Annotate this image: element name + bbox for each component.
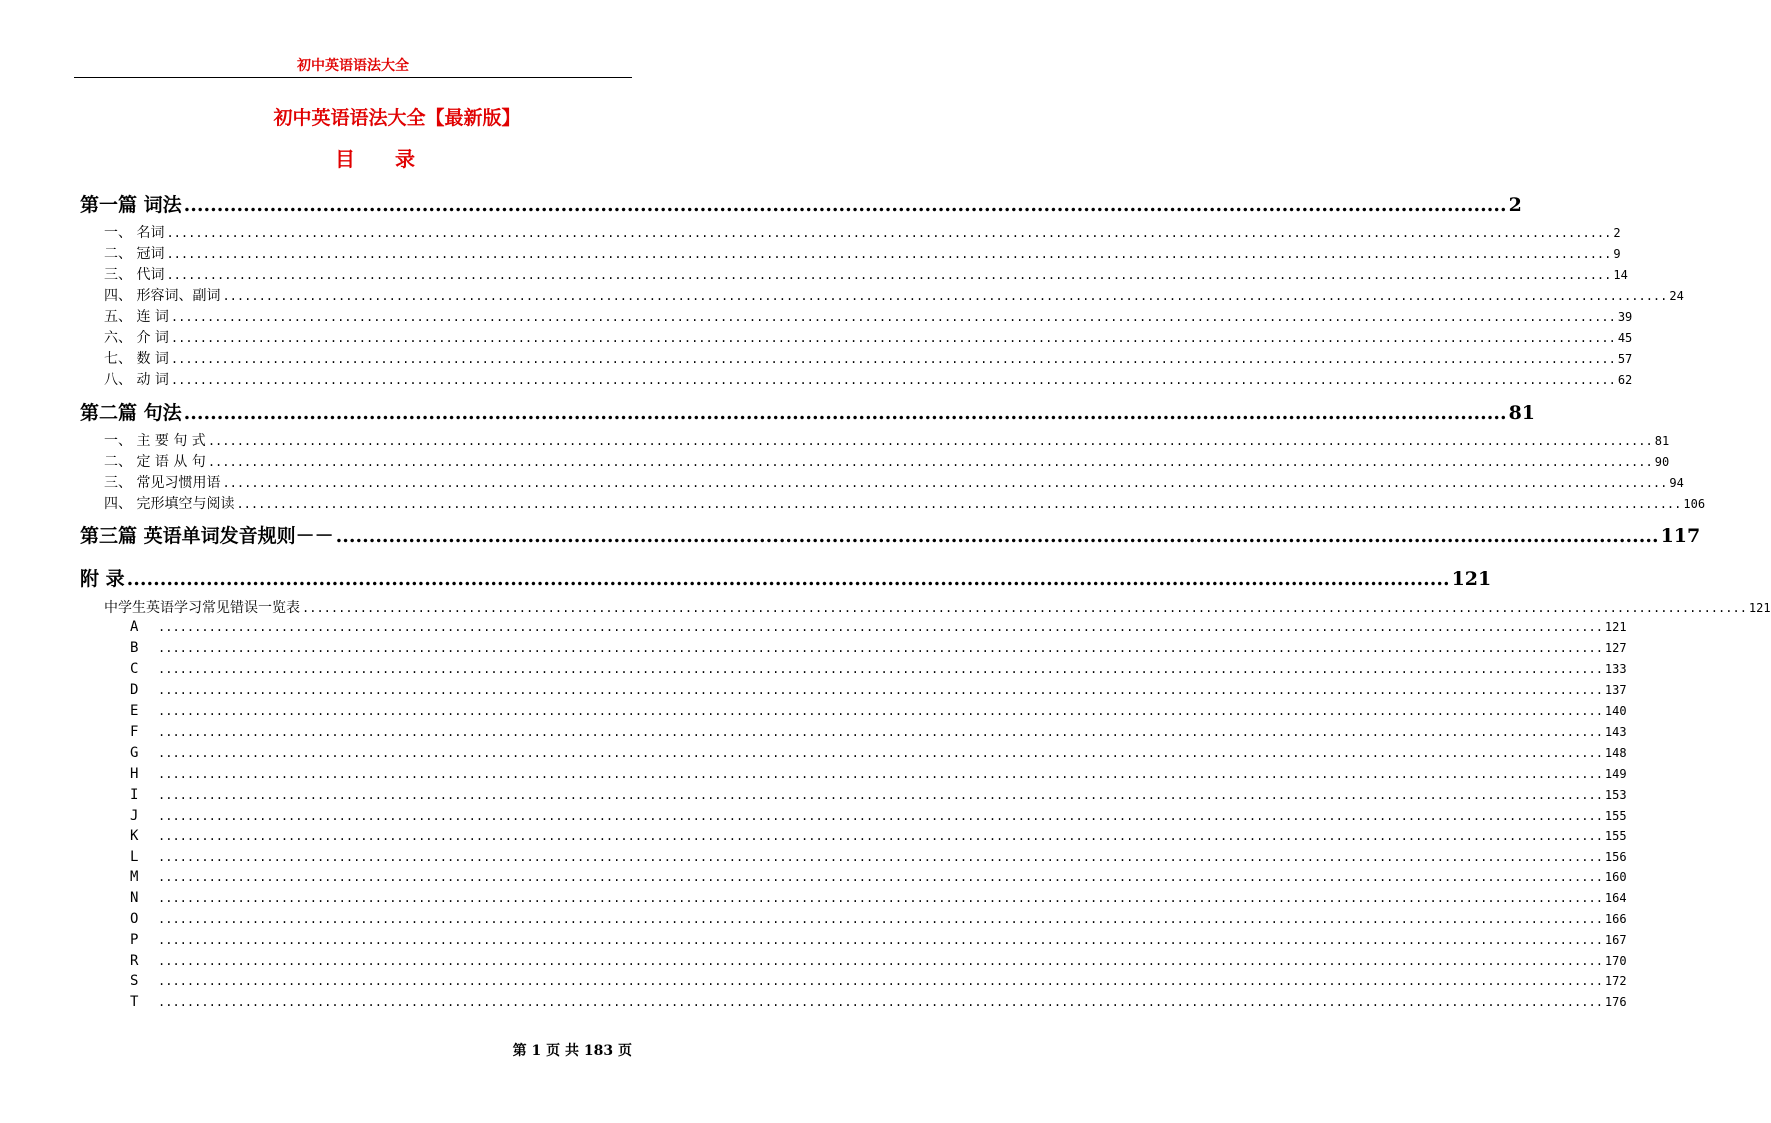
toc-entry[interactable] (130, 682, 1627, 702)
toc-entry-label: R (130, 953, 139, 969)
document-title: 初中英语语法大全【最新版】 (273, 107, 521, 129)
toc-dot-leader: ........................................................................................................................................................................................................ (207, 455, 1653, 469)
toc-entry-page-number: 14 (1613, 268, 1628, 282)
toc-entry[interactable] (80, 521, 1701, 551)
toc-dot-leader: ........................................................................................................................................................................................................ (166, 268, 1612, 282)
toc-entry-page-number: 172 (1604, 974, 1627, 988)
toc-entry-label: C (130, 661, 139, 677)
toc-entry[interactable] (104, 306, 1633, 326)
toc-entry-page-number: 133 (1604, 662, 1627, 676)
toc-dot-leader: ........................................................................................................................................................................................................ (170, 352, 1616, 366)
toc-entry-label: I (130, 787, 139, 803)
toc-entry[interactable] (130, 766, 1627, 786)
toc-dot-leader: ........................................................................................................................................................................................................ (158, 829, 1603, 843)
toc-entry[interactable] (104, 472, 1684, 492)
toc-entry-page-number: 166 (1604, 912, 1627, 926)
toc-entry[interactable] (130, 745, 1627, 765)
toc-entry[interactable] (104, 285, 1684, 305)
toc-entry[interactable] (130, 994, 1627, 1014)
toc-dot-leader: ........................................................................................................................................................................................................ (158, 620, 1603, 634)
toc-entry-page-number: 121 (1604, 620, 1627, 634)
toc-entry[interactable] (104, 493, 1706, 513)
toc-entry-label: L (130, 849, 139, 865)
toc-entry-label: 四、 形容词、副词 (104, 288, 221, 304)
toc-entry[interactable] (104, 348, 1633, 368)
toc-dot-leader: ........................................................................................................................................................................................................ (207, 434, 1653, 448)
toc-entry[interactable] (130, 849, 1627, 869)
toc-entry[interactable] (130, 828, 1627, 848)
toc-entry-page-number: 153 (1604, 788, 1627, 802)
toc-entry[interactable] (104, 264, 1628, 284)
toc-entry-page-number: 160 (1604, 870, 1627, 884)
toc-entry-page-number: 106 (1683, 497, 1706, 511)
toc-dot-leader: ........................................................................................................................................................................................................ (158, 870, 1603, 884)
toc-entry-label: 一、 主 要 句 式 (104, 433, 206, 449)
toc-entry-page-number: 117 (1660, 525, 1701, 547)
toc-entry-label: 七、 数 词 (104, 351, 169, 367)
toc-entry-page-number: 90 (1654, 455, 1670, 469)
header-divider (74, 77, 632, 78)
toc-entry-label: T (130, 994, 139, 1010)
toc-entry-page-number: 121 (1748, 601, 1771, 615)
toc-entry-label: J (130, 808, 139, 824)
toc-entry-page-number: 39 (1617, 310, 1633, 324)
toc-entry[interactable] (80, 564, 1492, 594)
toc-entry[interactable] (104, 451, 1670, 471)
toc-entry[interactable] (130, 703, 1627, 723)
toc-entry-label: 二、 定 语 从 句 (104, 454, 206, 470)
toc-entry-page-number: 155 (1604, 809, 1627, 823)
toc-entry[interactable] (130, 619, 1627, 639)
toc-dot-leader: ........................................................................................................................................................................................................ (158, 725, 1603, 739)
toc-entry[interactable] (104, 243, 1621, 263)
toc-dot-leader: ........................................................................................................................................................................................................ (170, 331, 1616, 345)
toc-entry-label: H (130, 766, 139, 782)
toc-entry[interactable] (104, 597, 1771, 617)
toc-entry-page-number: 167 (1604, 933, 1627, 947)
toc-entry-page-number: 170 (1604, 954, 1627, 968)
toc-dot-leader: ........................................................................................................................................................................................................ (302, 601, 1747, 615)
toc-entry-label: M (130, 869, 139, 885)
toc-entry-label: 附 录 (80, 568, 125, 590)
toc-entry-page-number: 121 (1451, 568, 1492, 590)
toc-entry-page-number: 2 (1508, 194, 1522, 216)
toc-entry-label: 四、 完形填空与阅读 (104, 496, 235, 512)
toc-entry-label: F (130, 724, 139, 740)
toc-entry-label: B (130, 640, 139, 656)
toc-entry[interactable] (104, 222, 1621, 242)
toc-entry[interactable] (130, 869, 1627, 889)
toc-entry[interactable] (80, 190, 1522, 220)
toc-dot-leader: ........................................................................................................................................................................................................ (158, 974, 1603, 988)
toc-dot-leader: ........................................................................................................................................................................................................ (166, 226, 1612, 240)
toc-entry-label: 五、 连 词 (104, 309, 169, 325)
toc-entry-page-number: 2 (1613, 226, 1621, 240)
toc-dot-leader: ........................................................................................................................................................................................................ (158, 933, 1603, 947)
toc-dot-leader: ........................................................................................................................................................................................................ (236, 497, 1682, 511)
toc-entry-label: 第二篇 句法 (80, 402, 182, 424)
running-header: 初中英语语法大全 (297, 58, 409, 74)
toc-dot-leader: ........................................................................................................................................................................................................ (158, 954, 1603, 968)
toc-dot-leader: ........................................................................................................................................................................................................ (158, 767, 1603, 781)
toc-entry-page-number: 94 (1669, 476, 1684, 490)
toc-dot-leader: ........................................................................................................................................................................................................ (126, 568, 1450, 590)
toc-entry-page-number: 127 (1604, 641, 1627, 655)
toc-entry[interactable] (130, 661, 1627, 681)
toc-entry-label: 二、 冠词 (104, 246, 165, 262)
toc-entry-page-number: 45 (1617, 331, 1633, 345)
toc-entry-page-number: 164 (1604, 891, 1627, 905)
toc-entry[interactable] (130, 953, 1627, 973)
toc-entry-page-number: 176 (1604, 995, 1627, 1009)
toc-dot-leader: ........................................................................................................................................................................................................ (158, 891, 1603, 905)
toc-entry-page-number: 62 (1617, 373, 1633, 387)
toc-dot-leader: ........................................................................................................................................................................................................ (158, 850, 1603, 864)
toc-entry-page-number: 9 (1613, 247, 1621, 261)
toc-entry[interactable] (104, 327, 1633, 347)
toc-entry-label: 中学生英语学习常见错误一览表 (104, 600, 300, 616)
toc-entry-label: 三、 代词 (104, 267, 165, 283)
toc-entry-page-number: 143 (1604, 725, 1627, 739)
toc-dot-leader: ........................................................................................................................................................................................................ (158, 662, 1603, 676)
toc-entry-page-number: 156 (1604, 850, 1627, 864)
toc-entry[interactable] (130, 932, 1627, 952)
toc-entry-page-number: 137 (1604, 683, 1627, 697)
toc-entry-page-number: 57 (1617, 352, 1633, 366)
toc-entry[interactable] (130, 640, 1627, 660)
toc-dot-leader: ........................................................................................................................................................................................................ (183, 402, 1507, 424)
toc-heading: 目录 (335, 147, 455, 171)
toc-dot-leader: ........................................................................................................................................................................................................ (158, 912, 1603, 926)
toc-entry-page-number: 155 (1604, 829, 1627, 843)
toc-entry-label: E (130, 703, 139, 719)
toc-entry-page-number: 149 (1604, 767, 1627, 781)
toc-dot-leader: ........................................................................................................................................................................................................ (158, 809, 1603, 823)
toc-entry-label: 三、 常见习惯用语 (104, 475, 221, 491)
toc-entry[interactable] (130, 724, 1627, 744)
toc-dot-leader: ........................................................................................................................................................................................................ (183, 194, 1507, 216)
toc-entry-label: 第三篇 英语单词发音规则－－ (80, 525, 334, 547)
toc-dot-leader: ........................................................................................................................................................................................................ (158, 641, 1603, 655)
toc-entry-label: G (130, 745, 139, 761)
toc-entry-label: 六、 介 词 (104, 330, 169, 346)
toc-dot-leader: ........................................................................................................................................................................................................ (158, 995, 1603, 1009)
toc-entry[interactable] (130, 808, 1627, 828)
toc-dot-leader: ........................................................................................................................................................................................................ (158, 683, 1603, 697)
toc-entry[interactable] (80, 398, 1536, 428)
toc-entry-page-number: 148 (1604, 746, 1627, 760)
toc-entry-label: A (130, 619, 139, 635)
toc-entry[interactable] (130, 973, 1627, 993)
toc-dot-leader: ........................................................................................................................................................................................................ (158, 704, 1603, 718)
toc-entry-page-number: 140 (1604, 704, 1627, 718)
toc-entry[interactable] (104, 369, 1633, 389)
toc-entry-label: S (130, 973, 139, 989)
toc-entry-label: 一、 名词 (104, 225, 165, 241)
toc-entry[interactable] (130, 890, 1627, 910)
toc-entry-label: D (130, 682, 139, 698)
toc-entry[interactable] (130, 787, 1627, 807)
page-footer: 第 1 页 共 183 页 (512, 1043, 632, 1059)
toc-dot-leader: ........................................................................................................................................................................................................ (335, 525, 1659, 547)
toc-entry[interactable] (130, 911, 1627, 931)
toc-entry-label: K (130, 828, 139, 844)
toc-dot-leader: ........................................................................................................................................................................................................ (222, 289, 1668, 303)
toc-dot-leader: ........................................................................................................................................................................................................ (158, 788, 1603, 802)
toc-entry-page-number: 81 (1508, 402, 1536, 424)
toc-entry-label: 第一篇 词法 (80, 194, 182, 216)
toc-entry-page-number: 81 (1654, 434, 1670, 448)
toc-entry-label: N (130, 890, 139, 906)
toc-entry-label: 八、 动 词 (104, 372, 169, 388)
toc-dot-leader: ........................................................................................................................................................................................................ (170, 373, 1616, 387)
toc-dot-leader: ........................................................................................................................................................................................................ (158, 746, 1603, 760)
toc-entry[interactable] (104, 430, 1670, 450)
toc-dot-leader: ........................................................................................................................................................................................................ (222, 476, 1668, 490)
toc-entry-label: P (130, 932, 139, 948)
toc-dot-leader: ........................................................................................................................................................................................................ (166, 247, 1612, 261)
toc-entry-page-number: 24 (1669, 289, 1684, 303)
toc-entry-label: O (130, 911, 139, 927)
toc-dot-leader: ........................................................................................................................................................................................................ (170, 310, 1616, 324)
